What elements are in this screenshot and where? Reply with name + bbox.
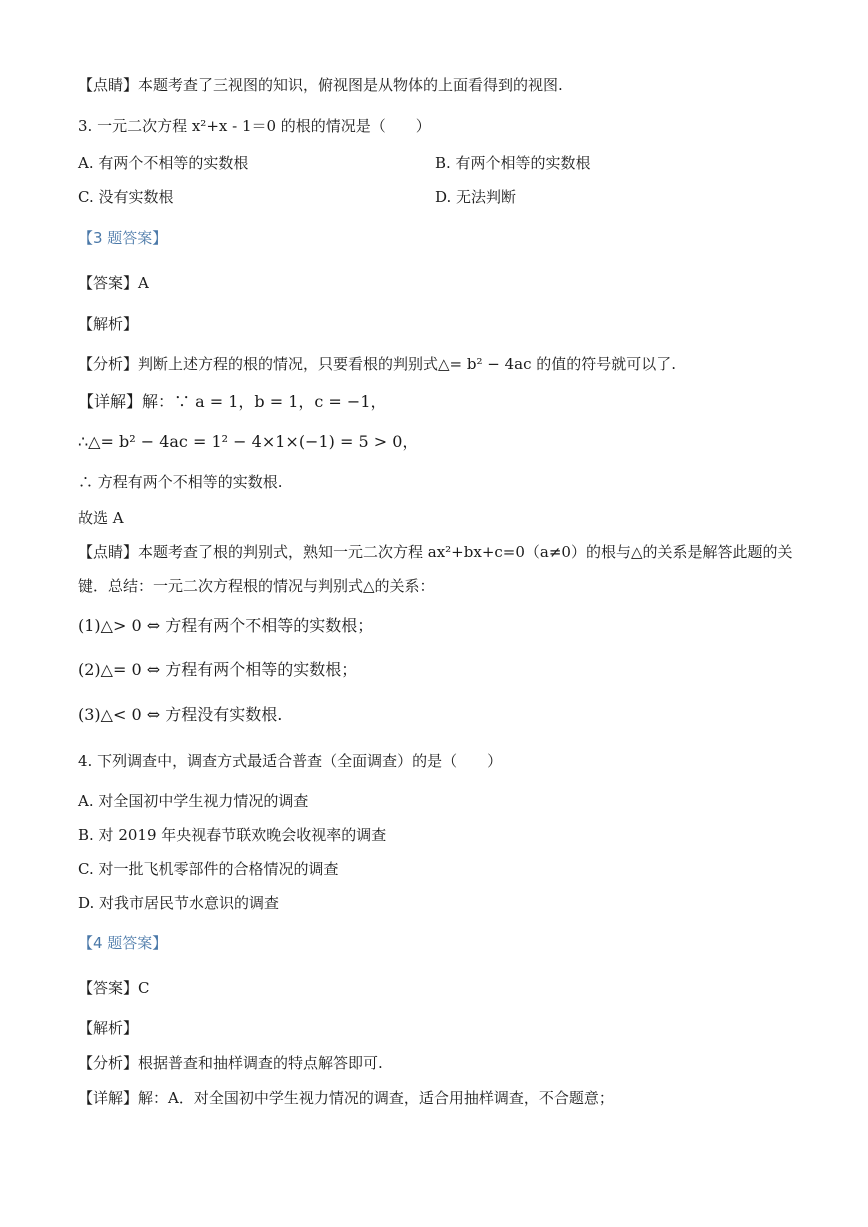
q3-option-c: C. 没有实数根 [78,188,174,206]
q3-xiangjie: 【详解】解：∵ a = 1，b = 1，c = −1， [78,392,387,411]
q4-answer: 【答案】C [78,979,150,997]
q4-jiexi-heading: 【解析】 [78,1019,139,1037]
q3-option-a: A. 有两个不相等的实数根 [78,154,249,172]
q3-stem: 3. 一元二次方程 x²+x - 1＝0 的根的情况是（ ） [78,117,431,135]
q3-option-d: D. 无法判断 [435,188,517,206]
q4-answer-heading: 【4 题答案】 [78,934,168,952]
q3-case-3: (3)△< 0 ⇔ 方程没有实数根. [78,705,283,724]
q3-jiexi-heading: 【解析】 [78,315,139,333]
q3-calculation: ∴△= b² − 4ac = 1² − 4×1×(−1) = 5 > 0， [78,432,419,451]
q3-conclusion: ∴ 方程有两个不相等的实数根. [78,473,283,491]
q4-fenxi: 【分析】根据普查和抽样调查的特点解答即可. [78,1054,383,1072]
q3-dianjing-line1: 【点睛】本题考查了根的判别式，熟知一元二次方程 ax²+bx+c=0（a≠0）的根与△的关系是解答此题的关 [78,543,793,561]
q3-case-1: (1)△> 0 ⇔ 方程有两个不相等的实数根； [78,616,374,635]
q3-guxuan: 故选 A [78,509,124,527]
q4-xiangjie: 【详解】解：A．对全国初中学生视力情况的调查，适合用抽样调查，不合题意； [78,1089,614,1107]
q3-answer: 【答案】A [78,274,149,292]
q3-option-b: B. 有两个相等的实数根 [435,154,591,172]
q4-option-b: B. 对 2019 年央视春节联欢晚会收视率的调查 [78,826,387,844]
q4-option-c: C. 对一批飞机零部件的合格情况的调查 [78,860,339,878]
q4-option-a: A. 对全国初中学生视力情况的调查 [78,792,309,810]
dianjing-prev: 【点睛】本题考查了三视图的知识，俯视图是从物体的上面看得到的视图. [78,76,563,94]
q3-fenxi: 【分析】判断上述方程的根的情况，只要看根的判别式△= b² − 4ac 的值的符号就可以了. [78,355,677,373]
q4-option-d: D. 对我市居民节水意识的调查 [78,894,280,912]
q4-stem: 4. 下列调查中，调查方式最适合普查（全面调查）的是（ ） [78,752,503,770]
q3-case-2: (2)△= 0 ⇔ 方程有两个相等的实数根； [78,660,358,679]
q3-dianjing-line2: 键．总结：一元二次方程根的情况与判别式△的关系： [78,577,435,595]
q3-answer-heading: 【3 题答案】 [78,229,168,247]
